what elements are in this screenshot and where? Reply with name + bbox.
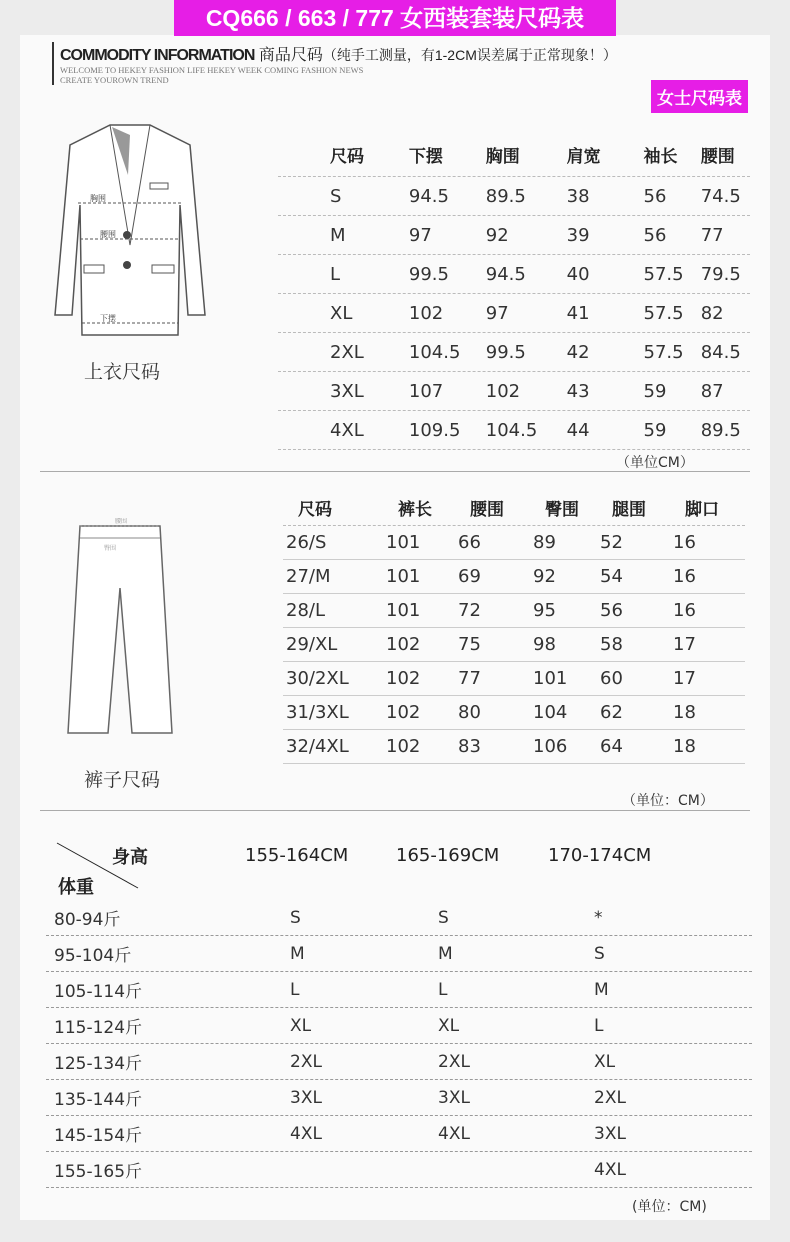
table-cell: 4XL: [594, 1159, 626, 1180]
table-cell: 102: [386, 702, 421, 723]
table-cell: 84.5: [700, 341, 741, 363]
table-row: [46, 936, 752, 972]
jacket-label-waist: 腰围: [100, 230, 116, 239]
header-cell: 臀围: [545, 500, 579, 520]
table-cell: L: [594, 1015, 604, 1036]
table-row: [283, 594, 745, 628]
table-row: [46, 1116, 752, 1152]
table-cell: M: [330, 224, 346, 246]
table-cell: XL: [330, 302, 353, 324]
table-cell: 66: [458, 532, 481, 553]
table-row: [278, 372, 750, 411]
table-cell: S: [438, 907, 449, 928]
table-cell: 80-94斤: [54, 910, 121, 930]
jacket-size-table: [278, 133, 750, 450]
table-cell: 94.5: [408, 185, 449, 207]
table-cell: 29/XL: [286, 634, 338, 655]
section-divider: [40, 471, 750, 472]
table-cell: L: [438, 979, 448, 1000]
table-row: [46, 1044, 752, 1080]
table-cell: 104: [533, 702, 568, 723]
table-cell: 60: [600, 668, 623, 689]
table-cell: 101: [386, 566, 421, 587]
table-cell: 56: [643, 185, 667, 207]
table-cell: M: [438, 943, 453, 964]
table-cell: 101: [386, 532, 421, 553]
height-column-header: 170-174CM: [548, 845, 652, 866]
table-cell: 39: [566, 224, 590, 246]
table-cell: 16: [673, 532, 696, 553]
table-cell: 95: [533, 600, 556, 621]
pants-size-table: [283, 490, 745, 764]
table-cell: 4XL: [330, 419, 364, 441]
table-cell: 17: [673, 668, 696, 689]
table-cell: 77: [458, 668, 481, 689]
height-column-header: 155-164CM: [245, 845, 349, 866]
table-cell: 102: [386, 668, 421, 689]
table-row: [278, 294, 750, 333]
height-column-header: 165-169CM: [396, 845, 500, 866]
table-cell: 99.5: [485, 341, 526, 363]
table-row: [283, 628, 745, 662]
table-cell: 3XL: [330, 380, 364, 402]
table-cell: 102: [386, 736, 421, 757]
table-cell: L: [330, 263, 341, 285]
table-row: [283, 526, 745, 560]
table-cell: 105-114斤: [54, 982, 143, 1002]
weight-label: 体重: [58, 877, 94, 898]
table-cell: 109.5: [408, 419, 461, 441]
table-cell: 106: [533, 736, 568, 757]
table-cell: 4XL: [290, 1123, 322, 1144]
table-cell: 99.5: [408, 263, 449, 285]
jacket-label-hem: 下摆: [100, 314, 116, 323]
table-cell: L: [290, 979, 300, 1000]
table-cell: 57.5: [643, 302, 684, 324]
table-cell: 101: [386, 600, 421, 621]
table-cell: 102: [485, 380, 521, 402]
header-cell: 袖长: [643, 147, 678, 167]
table-cell: M: [290, 943, 305, 964]
table-cell: 59: [643, 419, 667, 441]
table-cell: 89.5: [700, 419, 741, 441]
pants-label-hip: 臀围: [104, 545, 117, 552]
table-row: [278, 177, 750, 216]
table-cell: 104.5: [485, 419, 538, 441]
pants-unit: （单位：CM）: [622, 793, 714, 809]
table-cell: 43: [566, 380, 590, 402]
height-label: 身高: [112, 847, 148, 868]
table-cell: 42: [566, 341, 590, 363]
info-sub1: WELCOME TO HEKEY FASHION LIFE HEKEY WEEK COMING FASHION NEWS: [60, 65, 364, 75]
table-cell: 115-124斤: [54, 1018, 143, 1038]
table-cell: 17: [673, 634, 696, 655]
table-cell: 75: [458, 634, 481, 655]
table-cell: 3XL: [290, 1087, 322, 1108]
table-cell: 72: [458, 600, 481, 621]
table-cell: M: [594, 979, 609, 1000]
table-cell: 94.5: [485, 263, 526, 285]
table-cell: 26/S: [286, 532, 327, 553]
jacket-caption: 上衣尺码: [84, 361, 161, 383]
table-cell: 102: [386, 634, 421, 655]
table-cell: 59: [643, 380, 667, 402]
info-heading-cn: 商品尺码: [258, 47, 323, 64]
table-cell: 145-154斤: [54, 1126, 143, 1146]
header-cell: 下摆: [408, 147, 443, 167]
table-cell: 80: [458, 702, 481, 723]
table-row: [46, 1080, 752, 1116]
table-cell: 101: [533, 668, 568, 689]
table-cell: 2XL: [438, 1051, 470, 1072]
table-cell: 38: [566, 185, 590, 207]
table-cell: 79.5: [700, 263, 741, 285]
table-cell: 83: [458, 736, 481, 757]
header-cell: 脚口: [685, 500, 719, 520]
table-cell: 28/L: [286, 600, 325, 621]
table-cell: 89: [533, 532, 556, 553]
table-cell: 2XL: [594, 1087, 626, 1108]
info-heading-en: COMMODITY INFORMATION: [60, 47, 255, 64]
table-cell: 56: [643, 224, 667, 246]
jacket-label-chest: 胸围: [90, 194, 106, 203]
pants-label-waist: 腰围: [115, 518, 128, 525]
table-cell: 4XL: [438, 1123, 470, 1144]
table-cell: 77: [700, 224, 724, 246]
table-cell: 2XL: [330, 341, 364, 363]
table-cell: 125-134斤: [54, 1054, 143, 1074]
header-cell: 腰围: [700, 147, 735, 167]
table-cell: S: [290, 907, 301, 928]
table-cell: S: [330, 185, 342, 207]
fit-unit: (单位：CM): [632, 1199, 707, 1215]
header-cell: 腰围: [470, 500, 504, 520]
table-row: [46, 1008, 752, 1044]
womens-size-badge: 女士尺码表: [651, 80, 748, 113]
table-cell: *: [594, 907, 603, 928]
table-cell: XL: [290, 1015, 312, 1036]
table-header: [283, 490, 745, 526]
table-cell: 40: [566, 263, 590, 285]
table-cell: 54: [600, 566, 623, 587]
table-cell: 89.5: [485, 185, 526, 207]
table-cell: S: [594, 943, 605, 964]
header-cell: 胸围: [485, 147, 520, 167]
table-row: [46, 1152, 752, 1188]
header-cell: 尺码: [330, 147, 364, 167]
table-cell: 64: [600, 736, 623, 757]
header-cell: 肩宽: [566, 147, 601, 167]
table-cell: 31/3XL: [286, 702, 349, 723]
page-title: CQ666 / 663 / 777 女西装套装尺码表: [174, 0, 616, 36]
table-cell: 56: [600, 600, 623, 621]
table-cell: 102: [408, 302, 444, 324]
fit-recommendation-table: [46, 900, 752, 1188]
table-cell: 57.5: [643, 263, 684, 285]
table-row: [278, 216, 750, 255]
table-row: [278, 333, 750, 372]
table-cell: 107: [408, 380, 444, 402]
table-cell: 155-165斤: [54, 1162, 143, 1182]
table-cell: 82: [700, 302, 724, 324]
header-cell: 腿围: [612, 500, 646, 520]
table-cell: 135-144斤: [54, 1090, 143, 1110]
table-row: [46, 972, 752, 1008]
table-cell: 74.5: [700, 185, 741, 207]
table-row: [283, 560, 745, 594]
table-cell: 87: [700, 380, 724, 402]
table-cell: 18: [673, 736, 696, 757]
table-cell: 41: [566, 302, 590, 324]
table-row: [283, 662, 745, 696]
table-cell: 27/M: [286, 566, 331, 587]
table-cell: XL: [594, 1051, 616, 1072]
pants-caption: 裤子尺码: [84, 769, 161, 791]
header-cell: 裤长: [398, 500, 432, 520]
table-cell: 57.5: [643, 341, 684, 363]
table-cell: 16: [673, 600, 696, 621]
table-cell: 98: [533, 634, 556, 655]
table-cell: 44: [566, 419, 590, 441]
table-cell: 104.5: [408, 341, 461, 363]
table-cell: 3XL: [594, 1123, 626, 1144]
table-header: [278, 133, 750, 177]
jacket-illustration: [50, 115, 210, 345]
table-cell: 97: [408, 224, 432, 246]
pants-illustration: [60, 518, 180, 740]
table-row: [46, 900, 752, 936]
table-cell: 92: [485, 224, 509, 246]
section-divider: [40, 810, 750, 811]
header-cell: 尺码: [298, 500, 332, 520]
table-cell: 58: [600, 634, 623, 655]
jacket-unit: （单位CM）: [616, 455, 694, 471]
table-cell: 97: [485, 302, 509, 324]
table-cell: 52: [600, 532, 623, 553]
info-note: （纯手工测量，有1-2CM误差属于正常现象！）: [322, 47, 617, 63]
table-row: [278, 411, 750, 450]
table-row: [283, 730, 745, 764]
table-cell: 62: [600, 702, 623, 723]
table-cell: XL: [438, 1015, 460, 1036]
table-cell: 69: [458, 566, 481, 587]
table-row: [283, 696, 745, 730]
table-cell: 16: [673, 566, 696, 587]
table-cell: 3XL: [438, 1087, 470, 1108]
table-cell: 95-104斤: [54, 946, 132, 966]
table-cell: 30/2XL: [286, 668, 349, 689]
table-row: [278, 255, 750, 294]
info-sub2: CREATE YOUROWN TREND: [60, 75, 169, 85]
table-cell: 32/4XL: [286, 736, 349, 757]
commodity-info: [52, 42, 617, 85]
table-cell: 2XL: [290, 1051, 322, 1072]
table-cell: 92: [533, 566, 556, 587]
table-cell: 18: [673, 702, 696, 723]
